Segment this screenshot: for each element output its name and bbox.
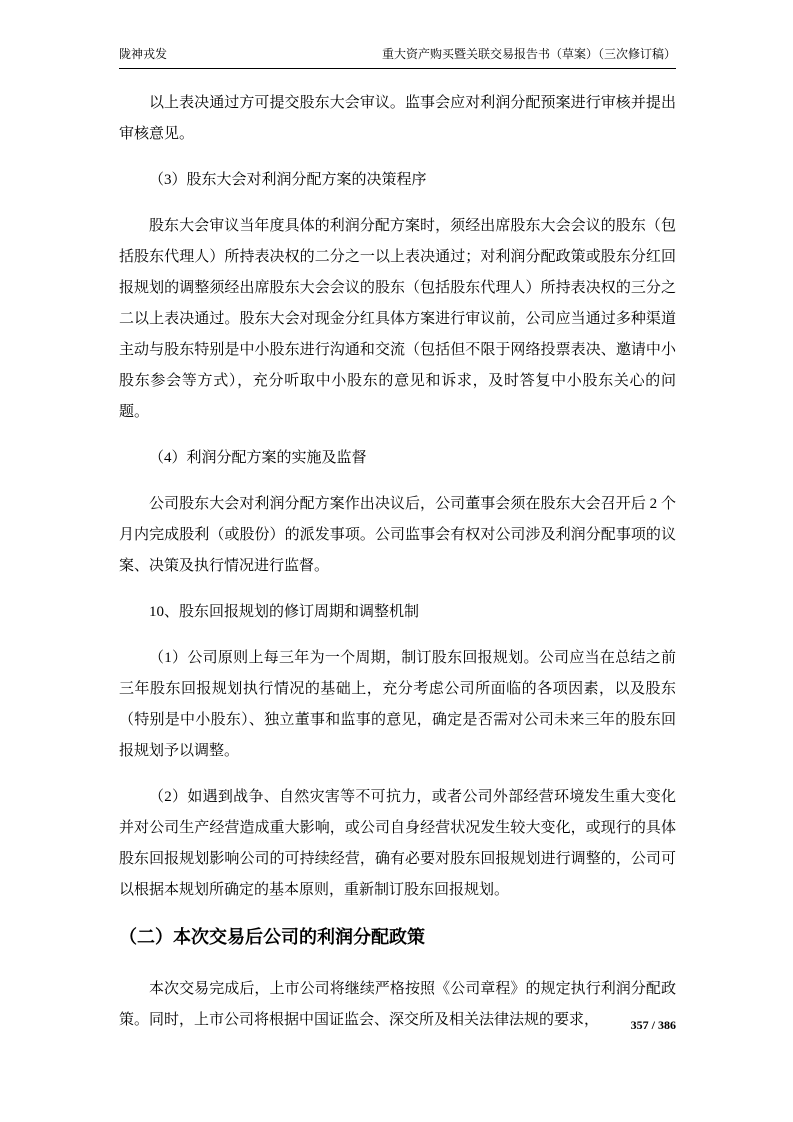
paragraph: 以上表决通过方可提交股东大会审议。监事会应对利润分配预案进行审核并提出审核意见。 — [119, 95, 676, 142]
sub-heading: （3）股东大会对利润分配方案的决策程序 — [149, 172, 427, 188]
sub-heading: 10、股东回报规划的修订周期和调整机制 — [149, 604, 420, 620]
section-heading: （二）本次交易后公司的利润分配政策 — [119, 927, 425, 947]
header-document-title: 重大资产购买暨关联交易报告书（草案）（三次修订稿） — [381, 47, 676, 61]
paragraph: （1）公司原则上每三年为一个周期，制订股东回报规划。公司应当在总结之前三年股东回报规划执行情况的基础上，充分考虑公司所面临的各项因素，以及股东（特别是中小股东）、独立董事和监事的意见，确定是否需对公司未来三年的股东回报规划予以调整。 — [119, 650, 676, 759]
page-number: 357 / 386 — [630, 1018, 676, 1032]
paragraph: 本次交易完成后，上市公司将继续严格按照《公司章程》的规定执行利润分配政策。同时，上市公司将根据中国证监会、深交所及相关法律法规的要求， — [119, 981, 676, 1028]
paragraph: （2）如遇到战争、自然灾害等不可抗力，或者公司外部经营环境发生重大变化并对公司生产经营造成重大影响，或公司自身经营状况发生较大变化，或现行的具体股东回报规划影响公司的可持续经营，确有必要对股东回报规划进行调整的，公司可以根据本规划所确定的基本原则，重新制订股东回报规划。 — [119, 789, 676, 898]
page-header — [119, 46, 676, 69]
paragraph: 股东大会审议当年度具体的利润分配方案时，须经出席股东大会会议的股东（包括股东代理人）所持表决权的二分之一以上表决通过；对利润分配政策或股东分红回报规划的调整须经出席股东大会会议的股东（包括股东代理人）所持表决权的三分之二以上表决通过。股东大会对现金分红具体方案进行审议前，公司应当通过多种渠道主动与股东特别是中小股东进行沟通和交流（包括但不限于网络投票表决、邀请中小股东参会等方式），充分听取中小股东的意见和诉求，及时答复中小股东关心的问题。 — [119, 218, 676, 420]
document-body — [119, 88, 676, 1051]
page-footer — [119, 1018, 676, 1033]
paragraph: 公司股东大会对利润分配方案作出决议后，公司董事会须在股东大会召开后 2 个月内完成股利（或股份）的派发事项。公司监事会有权对公司涉及利润分配事项的议案、决策及执行情况进行监督。 — [119, 496, 676, 574]
sub-heading: （4）利润分配方案的实施及监督 — [149, 450, 367, 466]
header-company-name: 陇神戎发 — [119, 47, 168, 61]
